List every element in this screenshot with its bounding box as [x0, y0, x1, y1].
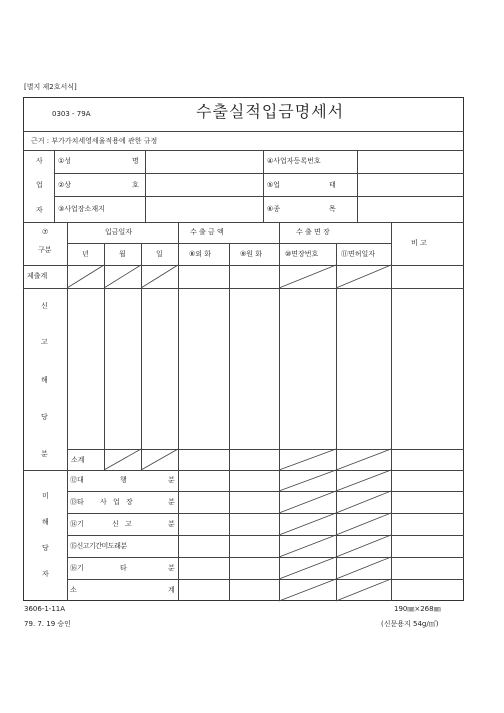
item-label-b: 사 업 장 [100, 498, 135, 506]
biz-label-2: 태 [329, 181, 336, 189]
col-license-no: ⑩면장번호 [285, 250, 319, 258]
col-export-amount: 수 출 금 액 [190, 228, 224, 236]
item-label-2: 목 [329, 205, 336, 213]
col-month: 월 [119, 250, 126, 258]
unreported-label: 당 [42, 544, 49, 552]
col-num: ⑦ [42, 228, 49, 236]
col-license-date: ⑪면허일자 [341, 250, 376, 258]
item-label-c: 분 [168, 564, 175, 572]
col-remarks: 비 고 [411, 239, 427, 247]
name-label: ①성 [58, 157, 72, 165]
side-label: 사 [36, 157, 43, 165]
footer-code: 3606-1-11A [24, 605, 66, 613]
reported-label: 당 [41, 413, 48, 421]
row-subtotal: 소계 [71, 456, 85, 464]
item-label-a: ⑬타 [70, 498, 84, 506]
side-label: 자 [36, 206, 43, 214]
reported-label: 고 [41, 338, 48, 346]
location-label: ③사업장소재지 [58, 205, 105, 213]
basis-text: 근거 : 부가가치세영세율적용에 관한 규정 [31, 137, 158, 145]
item-label-b: 행 [120, 476, 127, 484]
item-label: ⑥종 [267, 205, 281, 213]
item-label-b: 신 고 [112, 520, 134, 528]
form-label: [별지 제2호서식] [24, 83, 77, 91]
item-label-c: 분 [168, 476, 175, 484]
col-gubun: 구분 [38, 246, 52, 254]
col-won: ⑨원 화 [240, 250, 263, 258]
col-day: 일 [156, 250, 163, 258]
trade-label-2: 호 [132, 181, 139, 189]
item-label-b: 타 [120, 564, 127, 572]
page-title: 수출실적입금명세서 [196, 102, 345, 121]
item-label-a: ⑫대 [70, 476, 84, 484]
footer-size: 190㎜×268㎜ [394, 605, 441, 613]
unreported-label: 자 [42, 570, 49, 578]
col-license: 수 출 면 장 [296, 228, 330, 236]
regno-label: ④사업자등록번호 [267, 157, 321, 165]
item-label-c: 계 [168, 586, 175, 594]
item-label-a: 소 [70, 586, 77, 594]
side-label: 업 [36, 181, 43, 189]
footer-approved: 79. 7. 19 승인 [24, 620, 71, 628]
biz-label: ⑤업 [267, 181, 281, 189]
reported-label: 신 [41, 302, 48, 310]
footer-paper: (신문용지 54g/㎡) [381, 620, 439, 628]
row-total: 제출계 [27, 272, 48, 280]
col-foreign: ⑧외 화 [189, 250, 212, 258]
item-label-a: ⑮신고기간미도래분 [70, 542, 127, 550]
name-label-2: 명 [132, 157, 139, 165]
col-year: 년 [82, 250, 89, 258]
item-label-c: 분 [168, 498, 175, 506]
item-label-a: ⑭기 [70, 520, 84, 528]
unreported-label: 해 [42, 518, 49, 526]
form-code: 0303 - 79A [52, 110, 91, 118]
col-deposit-date: 입금일자 [105, 228, 133, 236]
trade-label: ②상 [58, 181, 72, 189]
item-label-a: ⑯기 [70, 564, 84, 572]
item-label-c: 분 [168, 520, 175, 528]
reported-label: 분 [41, 450, 48, 458]
unreported-label: 미 [42, 492, 49, 500]
reported-label: 해 [41, 376, 48, 384]
